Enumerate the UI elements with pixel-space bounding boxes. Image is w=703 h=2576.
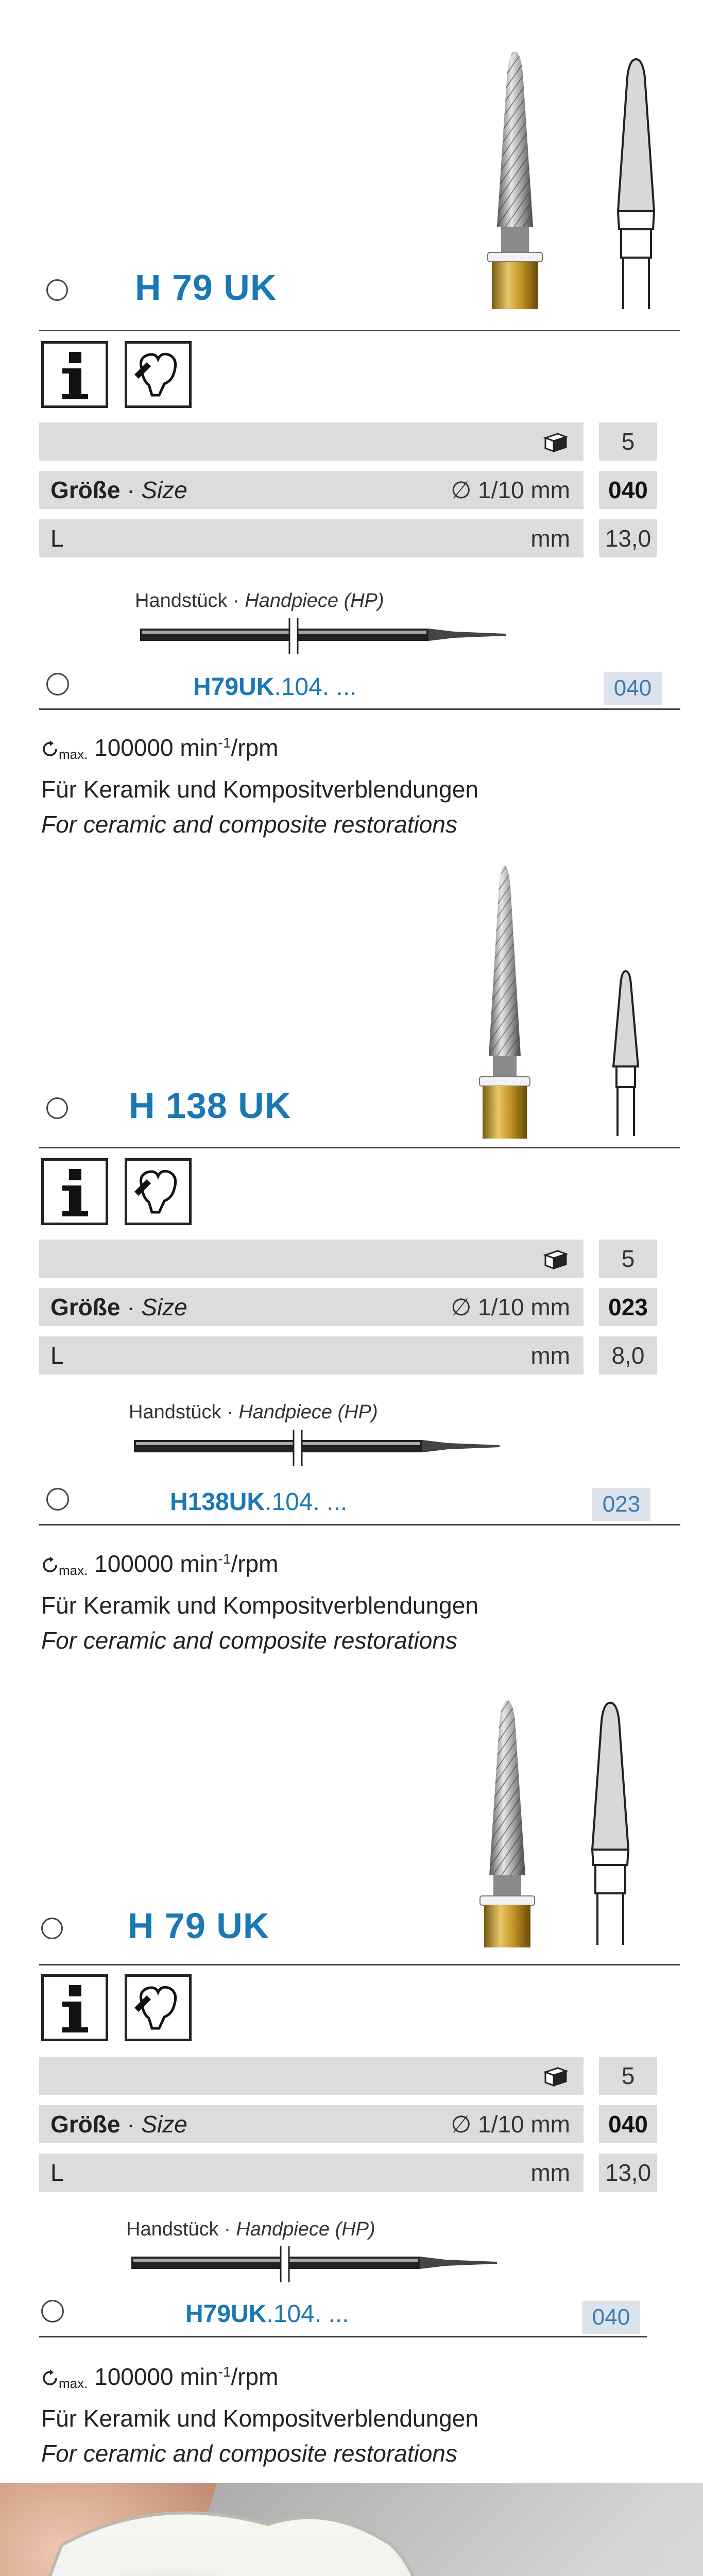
- order-code[interactable]: H79UK.104. ...: [185, 2300, 349, 2328]
- length-unit: mm: [530, 2159, 570, 2186]
- product-title-row: [0, 263, 703, 314]
- size-label-de: Größe: [50, 477, 121, 503]
- product-select-radio[interactable]: [46, 279, 68, 301]
- product-title-row: [0, 1901, 703, 1953]
- size-unit: ∅ 1/10 mm: [451, 477, 570, 503]
- product-info: [41, 1541, 685, 1658]
- product-title: H 138 UK: [129, 1086, 292, 1126]
- order-row: [0, 2297, 703, 2338]
- rotation-icon: [41, 740, 59, 758]
- size-label-en: Size: [141, 1294, 187, 1320]
- info-icon[interactable]: [41, 1158, 108, 1225]
- pack-row: [39, 422, 657, 461]
- length-label: L: [50, 2159, 64, 2186]
- usage-photo: [0, 2483, 703, 2576]
- rotation-icon: [41, 2369, 59, 2387]
- rotation-icon: [41, 1556, 59, 1574]
- ceramic-crown-icon[interactable]: [125, 341, 192, 408]
- product-h138uk: [0, 835, 703, 1654]
- handpiece-label: Handstück · Handpiece (HP): [135, 590, 384, 612]
- description-de: Für Keramik und Kompositverblendungen: [41, 1592, 478, 1619]
- rpm-line: max. 100000 $\min^{-1}$/rpm: [41, 1541, 685, 1588]
- handpiece-shank-drawing: [135, 613, 516, 659]
- product-images: [0, 0, 703, 268]
- description-en: For ceramic and composite restorations: [41, 2440, 457, 2467]
- description-en: For ceramic and composite restorations: [41, 1627, 457, 1654]
- info-icon[interactable]: [41, 341, 108, 408]
- divider: [39, 1524, 680, 1526]
- divider: [39, 330, 680, 331]
- order-size-tag: 023: [592, 1488, 650, 1521]
- length-row: [39, 1336, 657, 1375]
- description-de: Für Keramik und Kompositverblendungen: [41, 776, 478, 803]
- product-images: [0, 835, 703, 1103]
- length-unit: mm: [530, 525, 570, 552]
- size-row: Größe · Size ∅ 1/10 mm 023: [39, 1288, 657, 1326]
- package-icon: [542, 431, 568, 453]
- package-icon: [542, 1248, 568, 1270]
- pack-qty: 5: [599, 2057, 657, 2095]
- product-info: [41, 725, 685, 842]
- order-size-tag: 040: [582, 2301, 640, 2334]
- feature-icons: [41, 1974, 247, 2046]
- length-label: L: [50, 1342, 64, 1369]
- size-row: Größe · Size ∅ 1/10 mm 040: [39, 2105, 657, 2143]
- feature-icons: [41, 1158, 247, 1230]
- rpm-line: max. 100000 $\min^{-1}$/rpm: [41, 725, 685, 772]
- order-row: [0, 1485, 703, 1526]
- divider: [39, 708, 680, 710]
- pack-row: [39, 1240, 657, 1278]
- order-code[interactable]: H79UK.104. ...: [193, 673, 357, 701]
- size-label-de: Größe: [50, 2111, 121, 2138]
- length-unit: mm: [530, 1342, 570, 1369]
- ceramic-restoration-photo: [0, 2483, 703, 2576]
- size-label-en: Size: [141, 2111, 187, 2138]
- pack-qty: 5: [599, 1240, 657, 1278]
- package-icon: [542, 2065, 568, 2088]
- size-unit: ∅ 1/10 mm: [451, 1294, 570, 1320]
- length-row: [39, 2154, 657, 2192]
- handpiece-label: Handstück · Handpiece (HP): [129, 1401, 378, 1423]
- divider: [39, 1147, 680, 1148]
- length-value: 13,0: [599, 519, 657, 557]
- order-size-tag: 040: [604, 672, 662, 705]
- product-h79uk-2: [0, 1649, 703, 2483]
- handpiece-shank-drawing: [129, 1425, 510, 1471]
- divider: [39, 1964, 680, 1965]
- length-value: 8,0: [599, 1336, 657, 1375]
- product-select-radio[interactable]: [41, 1918, 63, 1939]
- size-row: Größe · Size ∅ 1/10 mm 040: [39, 471, 657, 509]
- order-select-radio[interactable]: [46, 1488, 69, 1511]
- ceramic-crown-icon[interactable]: [125, 1158, 192, 1225]
- handpiece-label: Handstück · Handpiece (HP): [126, 2218, 375, 2240]
- ceramic-crown-icon[interactable]: [125, 1974, 192, 2041]
- size-value: 023: [599, 1288, 657, 1326]
- handpiece-shank-drawing: [126, 2241, 507, 2287]
- product-select-radio[interactable]: [46, 1097, 68, 1119]
- description-en: For ceramic and composite restorations: [41, 811, 457, 838]
- info-icon[interactable]: [41, 1974, 108, 2041]
- size-label-en: Size: [141, 477, 187, 503]
- order-code[interactable]: H138UK.104. ...: [170, 1488, 348, 1516]
- product-title: H 79 UK: [135, 267, 277, 308]
- product-info: [41, 2354, 685, 2471]
- length-value: 13,0: [599, 2154, 657, 2192]
- product-title: H 79 UK: [128, 1906, 270, 1946]
- length-label: L: [50, 525, 64, 552]
- size-unit: ∅ 1/10 mm: [451, 2111, 570, 2138]
- divider: [39, 2336, 647, 2337]
- size-label-de: Größe: [50, 1294, 121, 1320]
- pack-row: [39, 2057, 657, 2095]
- feature-icons: [41, 341, 247, 413]
- size-value: 040: [599, 471, 657, 509]
- order-select-radio[interactable]: [41, 2300, 64, 2323]
- order-select-radio[interactable]: [46, 673, 69, 696]
- size-value: 040: [599, 2105, 657, 2143]
- order-row: [0, 670, 703, 711]
- pack-qty: 5: [599, 422, 657, 461]
- length-row: [39, 519, 657, 557]
- product-title-row: [0, 1081, 703, 1132]
- rpm-line: max. 100000 $\min^{-1}$/rpm: [41, 2354, 685, 2401]
- product-h79uk-1: [0, 0, 703, 838]
- description-de: Für Keramik und Kompositverblendungen: [41, 2405, 478, 2432]
- product-images: [0, 1649, 703, 1917]
